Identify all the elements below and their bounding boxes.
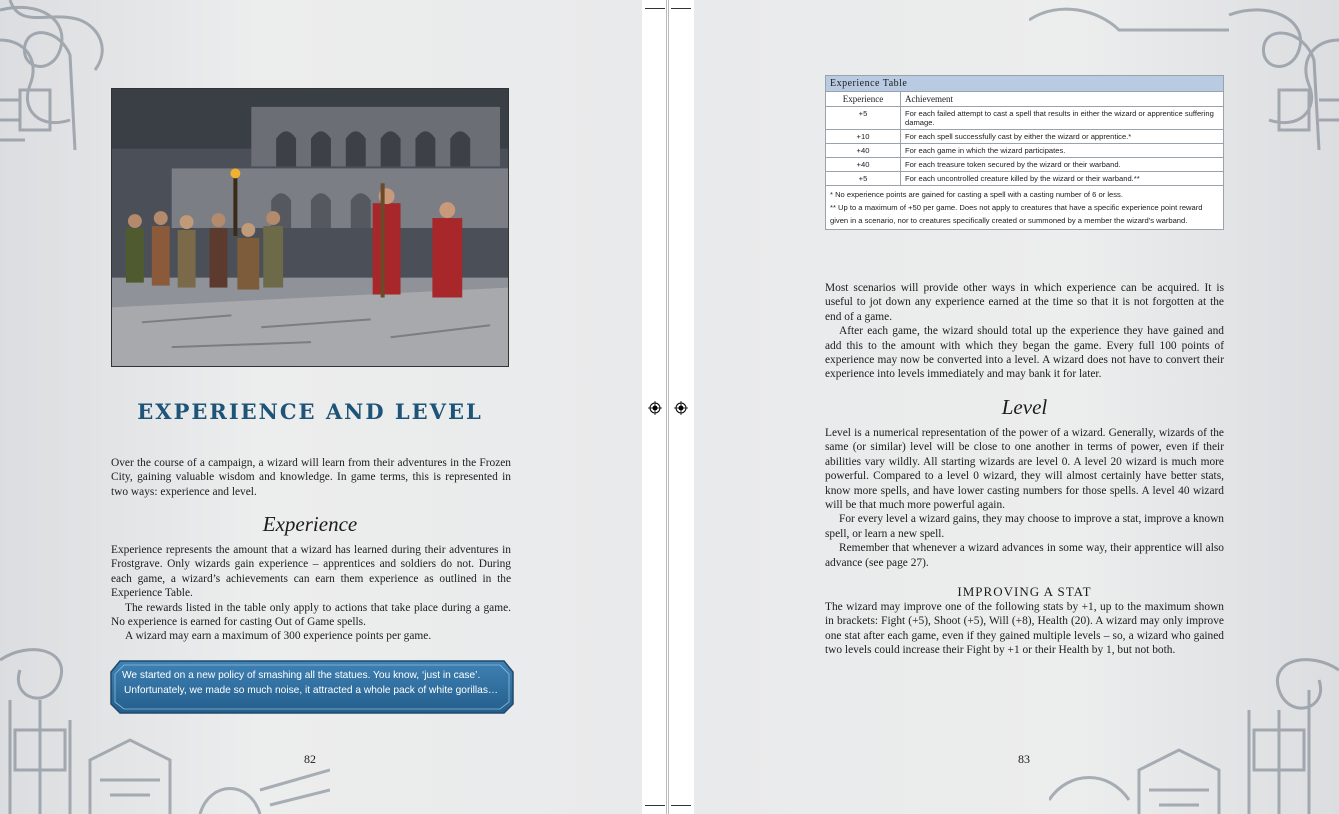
achievement: For each uncontrolled creature killed by the wizard or their warband.** [901, 172, 1224, 186]
quote-line-2: Unfortunately, we made so much noise, it attracted a whole pack of white gorillas… [124, 685, 499, 696]
level-paragraph-2: For every level a wizard gains, they may choose to improve a stat, improve a known spell, or learn a new spell. [825, 513, 1224, 540]
table-note-1: * No experience points are gained for casting a spell with a casting number of 6 or less. [830, 190, 1123, 199]
table-row [826, 107, 1224, 130]
achievement: For each failed attempt to cast a spell that results in either the wizard or apprentice suffering damage. [901, 107, 1224, 130]
experience-continued-paragraph-1: Most scenarios will provide other ways in which experience can be acquired. It is useful to jot down any experience earned at the time so that it is not forgotten at the end of a game. [825, 282, 1224, 323]
achievement: For each spell successfully cast by either the wizard or apprentice.* [901, 130, 1224, 144]
achievement: For each game in which the wizard participates. [901, 144, 1224, 158]
table-notes [826, 186, 1224, 230]
column-header-experience: Experience [826, 92, 901, 107]
table-row [826, 130, 1224, 144]
xp-value: +10 [826, 130, 901, 144]
improving-stat-paragraph: The wizard may improve one of the following stats by +1, up to the maximum shown in brackets: Fight (+5), Shoot (+5), Will (+8), Health (20). A wizard may only improve one stat after each game, even if they gained multiple levels – so, a wizard who gained two levels could increase their Fight by +1 or their Health by 1, but not both. [825, 601, 1224, 657]
page-number-left: 82 [304, 752, 316, 766]
table-row [826, 144, 1224, 158]
experience-paragraph-1: Experience represents the amount that a wizard has learned during their adventures in Frostgrave. Only wizards gain experience – apprentices and soldiers do not. During each game, a wizard’s achievements can earn them experience as outlined in the Experience Table. [111, 544, 511, 600]
gutter-line-left [666, 0, 667, 814]
achievement: For each treasure token secured by the wizard or their warband. [901, 158, 1224, 172]
quote-text [122, 668, 510, 698]
gutter-line-right [668, 0, 669, 814]
knotwork-ornament-bottom-right [1049, 650, 1339, 814]
page-number-right: 83 [1018, 752, 1030, 766]
right-page [694, 0, 1339, 814]
quote-box [110, 660, 514, 714]
experience-table [825, 75, 1224, 230]
level-heading: Level [1001, 395, 1048, 419]
miniatures-photo [111, 88, 509, 367]
page-heading: EXPERIENCE AND LEVEL [137, 399, 483, 424]
xp-value: +5 [826, 107, 901, 130]
table-row [826, 172, 1224, 186]
intro-paragraph [111, 456, 511, 499]
registration-mark-icon [648, 401, 662, 415]
xp-value: +40 [826, 144, 901, 158]
left-page [0, 0, 642, 814]
xp-value: +5 [826, 172, 901, 186]
xp-value: +40 [826, 158, 901, 172]
experience-paragraph-2: The rewards listed in the table only apply to actions that take place during a game. No experience is earned for casting Out of Game spells. [111, 601, 511, 629]
experience-continued-paragraph-2: After each game, the wizard should total up the experience they have gained and add this to the amount with which they began the game. Every full 100 points of experience may now be converted into a level. A wizard does not have to convert their experience into levels immediately and may bank it for later. [825, 325, 1224, 381]
level-paragraph-3: Remember that whenever a wizard advances in some way, their apprentice will also advance (see page 27). [825, 542, 1224, 569]
improving-stat-heading: IMPROVING A STAT [957, 584, 1092, 599]
crop-mark [645, 8, 665, 9]
level-paragraph-1: Level is a numerical representation of the power of a wizard. Generally, wizards of the same (or similar) level will be close to one another in terms of power, even if their abilities vary wildly. All starting wizards are level 0. A level 20 wizard is much more powerful. Compared to a level 0 wizard, they will almost certainly have better stats, know more spells, and have lower casting numbers for those spells. A level 40 wizard will be that much more powerful again. [825, 427, 1224, 512]
column-header-achievement: Achievement [901, 92, 1224, 107]
table-row [826, 158, 1224, 172]
crop-mark [645, 805, 665, 806]
knotwork-ornament-top-left [0, 0, 120, 150]
experience-heading: Experience [262, 512, 358, 536]
experience-text [111, 543, 511, 644]
experience-paragraph-3: A wizard may earn a maximum of 300 experience points per game. [125, 630, 432, 643]
crop-mark [671, 805, 691, 806]
crop-mark [671, 8, 691, 9]
experience-continued-text [825, 281, 1224, 382]
table-note-2: ** Up to a maximum of +50 per game. Does not apply to creatures that have a specific experience point reward given in a scenario, nor to creatures specifically created or summoned by a member the wizard’s warband. [830, 203, 1203, 225]
level-text [825, 426, 1224, 570]
quote-line-1: We started on a new policy of smashing all the statues. You know, ‘just in case’. [122, 670, 481, 681]
registration-mark-icon [674, 401, 688, 415]
table-title: Experience Table [826, 76, 1224, 92]
improving-stat-text [825, 600, 1224, 658]
intro-text: Over the course of a campaign, a wizard will learn from their adventures in the Frozen City, gaining valuable wisdom and knowledge. In game terms, this is represented in two ways: experience and level. [111, 457, 511, 498]
